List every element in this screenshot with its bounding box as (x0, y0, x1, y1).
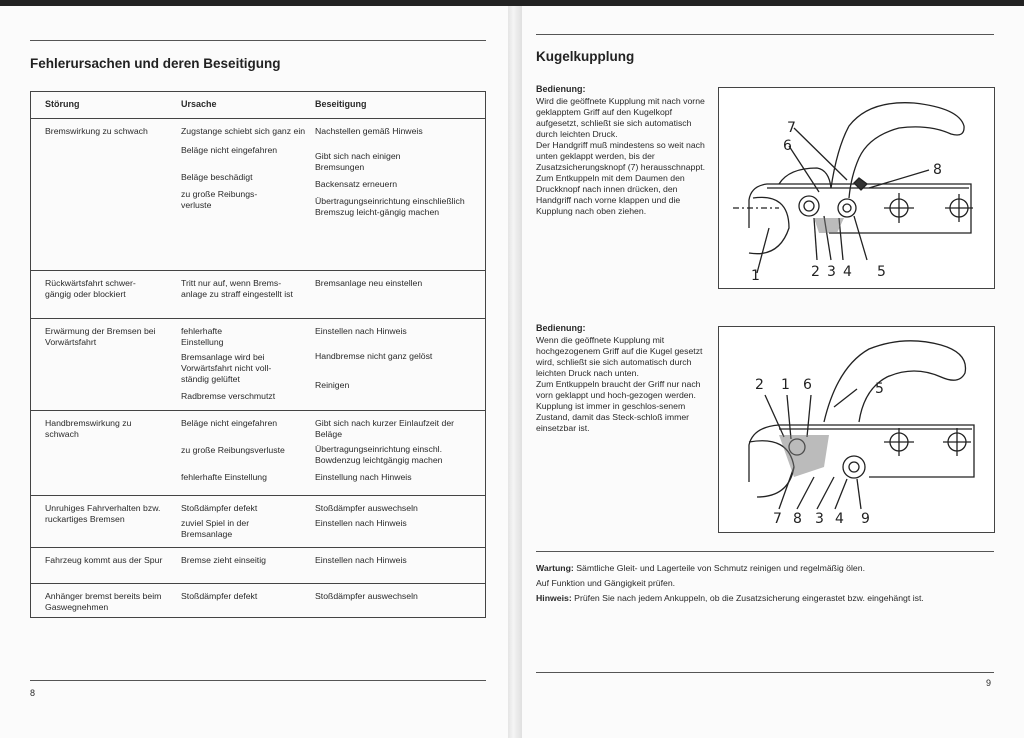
beseitigung-cell: Nachstellen gemäß Hinweis (315, 126, 423, 136)
section2-paragraph: Wenn die geöffnete Kupplung mit hochgezogenem Griff auf die Kugel gesetzt wird, schließt sie sich automatisch durch leichten Druck nach unten. (536, 335, 703, 378)
top-rule-left (30, 40, 486, 41)
bottom-rule-left (30, 680, 486, 681)
fig2-label: 8 (793, 511, 802, 527)
notes-rule (536, 551, 994, 552)
ursache-cell: Stoßdämpfer defekt (181, 591, 258, 601)
beseitigung-cell: Stoßdämpfer auswechseln (315, 503, 418, 513)
bottom-rule-right (536, 672, 994, 673)
table-row (31, 496, 486, 548)
page-number-right: 9 (986, 678, 992, 688)
header-beseitigung: Beseitigung (311, 92, 486, 119)
coupling-figure-2 (718, 326, 995, 533)
beseitigung-cell: Gibt sich nach kurzer Einlaufzeit der Beläge (315, 418, 455, 439)
fig1-label: 4 (843, 264, 852, 280)
fig2-label: 6 (803, 377, 812, 393)
table-row (31, 548, 486, 584)
ursache-cell: Stoßdämpfer defekt (181, 503, 258, 513)
ursache-cell: Beläge nicht eingefahren (181, 145, 278, 155)
header-ursache: Ursache (177, 92, 311, 119)
table-row (31, 119, 486, 271)
fig1-label: 6 (783, 138, 792, 154)
fig1-label: 5 (877, 264, 886, 280)
ursache-cell: Tritt nur auf, wenn Brems-anlage zu straff eingestellt ist (181, 278, 293, 299)
wartung-label: Wartung: (536, 563, 574, 573)
fig1-label: 8 (933, 162, 942, 178)
header-stoerung: Störung (31, 92, 178, 119)
coupling-figure-1 (718, 87, 995, 289)
ursache-cell: fehlerhafte Einstellung (181, 472, 267, 482)
wartung-text: Sämtliche Gleit- und Lagerteile von Schmutz reinigen und regelmäßig ölen. (576, 563, 865, 573)
section1-heading: Bedienung: (536, 84, 586, 94)
stoerung-cell: Rückwärtsfahrt schwer-gängig oder blockiert (45, 278, 136, 299)
hinweis-text: Prüfen Sie nach jedem Ankuppeln, ob die Zusatzsicherung eingerastet bzw. eingehängt ist. (574, 593, 924, 603)
section2-paragraph: Zum Entkuppeln braucht der Griff nur nach vorn geklappt und hoch-gezogen werden. (536, 379, 701, 400)
hinweis-label: Hinweis: (536, 593, 572, 603)
beseitigung-cell: Einstellen nach Hinweis (315, 326, 407, 336)
section1-body (536, 96, 712, 217)
section2-paragraph: Kupplung ist immer in geschlos-senem Zustand, damit das Steck-schloß immer einsetzbar ist. (536, 401, 690, 433)
section1-paragraph: Der Handgriff muß mindestens so weit nach unten geklappt werden, bis der Zusatzsicherungsknopf (7) herausschnappt. (536, 140, 706, 172)
fig2-label: 3 (815, 511, 824, 527)
funktion-note: Auf Funktion und Gängigkeit prüfen. (536, 578, 676, 588)
section1-paragraph: Zum Entkuppeln mit dem Daumen den Druckknopf nach innen drücken, den Handgriff nach vorne klappen und die Kupplung nach oben ziehen. (536, 173, 685, 216)
ursache-cell: Bremsanlage wird bei Vorwärtsfahrt nicht voll-ständig gelüftet (181, 352, 272, 384)
table-row (31, 319, 486, 411)
section2-heading: Bedienung: (536, 323, 586, 333)
beseitigung-cell: Einstellen nach Hinweis (315, 555, 407, 565)
section2-body (536, 335, 712, 434)
fig2-label: 5 (875, 381, 884, 397)
table-row (31, 411, 486, 496)
fig2-label: 7 (773, 511, 782, 527)
wartung-note (536, 560, 865, 576)
beseitigung-cell: Handbremse nicht ganz gelöst (315, 351, 433, 361)
ursache-cell: Beläge beschädigt (181, 172, 253, 182)
table-row (31, 271, 486, 319)
table-header-row (31, 92, 486, 119)
beseitigung-cell: Reinigen (315, 380, 350, 390)
ursache-cell: zu große Reibungs-verluste (181, 189, 258, 210)
section1-paragraph: Wird die geöffnete Kupplung mit nach vorne geklapptem Griff auf den Kugelkopf aufgesetzt, schließt sie sich automatisch durch leichten Druck. (536, 96, 705, 139)
coupling-drawing-2 (719, 327, 994, 532)
beseitigung-cell: Bremsanlage neu einstellen (315, 278, 423, 288)
stoerung-cell: Anhänger bremst bereits beim Gaswegnehmen (45, 591, 162, 612)
stoerung-cell: Fahrzeug kommt aus der Spur (45, 555, 163, 565)
fig2-label: 9 (861, 511, 870, 527)
fig2-label: 2 (755, 377, 764, 393)
ursache-cell: zuviel Spiel in der Bremsanlage (181, 518, 250, 539)
ursache-cell: Beläge nicht eingefahren (181, 418, 278, 428)
hinweis-note (536, 590, 924, 606)
top-rule-right (536, 34, 994, 35)
fig2-label: 4 (835, 511, 844, 527)
fig1-label: 7 (787, 120, 796, 136)
left-page-title: Fehlerursachen und deren Beseitigung (30, 56, 281, 71)
beseitigung-cell: Einstellen nach Hinweis (315, 518, 407, 528)
ursache-cell: Bremse zieht einseitig (181, 555, 266, 565)
stoerung-cell: Erwärmung der Bremsen bei Vorwärtsfahrt (45, 326, 156, 347)
fig1-label: 2 (811, 264, 820, 280)
beseitigung-cell: Stoßdämpfer auswechseln (315, 591, 418, 601)
beseitigung-cell: Einstellung nach Hinweis (315, 472, 412, 482)
table-row (31, 584, 486, 618)
beseitigung-cell: Übertragungseinrichtung einschließlich Bremszug leicht-gängig machen (315, 196, 465, 217)
book-gutter (508, 0, 522, 738)
fig1-label: 3 (827, 264, 836, 280)
fault-table (30, 91, 486, 618)
scan-top-edge (0, 0, 1024, 6)
stoerung-cell: Bremswirkung zu schwach (45, 126, 148, 136)
ursache-cell: fehlerhafte Einstellung (181, 326, 224, 347)
ursache-cell: Radbremse verschmutzt (181, 391, 276, 401)
fig1-label: 1 (751, 268, 760, 284)
fig2-label: 1 (781, 377, 790, 393)
beseitigung-cell: Übertragungseinrichtung einschl. Bowdenzug leichtgängig machen (315, 444, 443, 465)
ursache-cell: zu große Reibungsverluste (181, 445, 285, 455)
page-number-left: 8 (30, 688, 36, 698)
stoerung-cell: Unruhiges Fahrverhalten bzw. ruckartiges Bremsen (45, 503, 161, 524)
coupling-drawing-1 (719, 88, 994, 288)
stoerung-cell: Handbremswirkung zu schwach (45, 418, 132, 439)
right-page-title: Kugelkupplung (536, 49, 635, 64)
ursache-cell: Zugstange schiebt sich ganz ein (181, 126, 306, 136)
beseitigung-cell: Backensatz erneuern (315, 179, 398, 189)
beseitigung-cell: Gibt sich nach einigen Bremsungen (315, 151, 401, 172)
